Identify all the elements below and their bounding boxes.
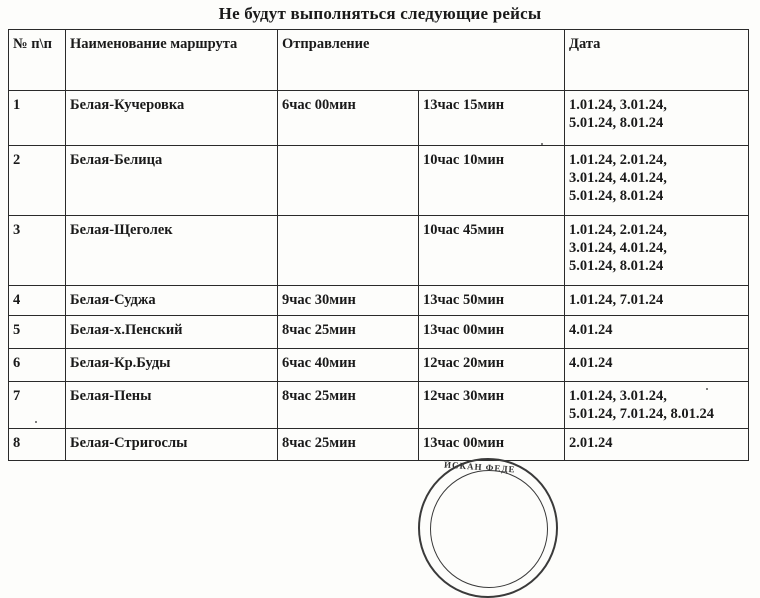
date-line: 5.01.24, 8.01.24 [569,258,664,274]
table-header-row [9,30,749,91]
departure-time-1 [278,146,419,216]
departure-time-1: 8час 25мин [278,382,419,429]
route-name: Белая-Стригослы [66,429,278,461]
date-line: 4.01.24 [569,355,613,371]
official-seal [418,458,558,598]
departure-time-2: 13час 00мин [419,316,565,349]
row-num: 5 [9,316,66,349]
header-route: Наименование маршрута [66,30,278,91]
departure-time-1 [278,216,419,286]
departure-time-2: 12час 30мин [419,382,565,429]
route-name: Белая-Суджа [66,286,278,316]
table-row [9,91,749,146]
dates-cell [565,91,749,146]
date-line: 5.01.24, 8.01.24 [569,115,664,131]
dates-cell [565,146,749,216]
dates-cell [565,382,749,429]
row-num: 6 [9,349,66,382]
seal-text: ЙСКАН ФЕДЕ [443,459,516,475]
row-num: 4 [9,286,66,316]
route-name: Белая-Кучеровка [66,91,278,146]
date-line: 1.01.24, 3.01.24, [569,388,667,404]
departure-time-1: 8час 25мин [278,316,419,349]
table-row [9,429,749,461]
table-row [9,382,749,429]
dates-cell [565,316,749,349]
date-line: 5.01.24, 8.01.24 [569,188,664,204]
departure-time-2: 10час 45мин [419,216,565,286]
row-num: 8 [9,429,66,461]
seal-inner-ring [430,470,548,588]
header-departure: Отправление [278,30,565,91]
row-num: 2 [9,146,66,216]
departure-time-2: 10час 10мин [419,146,565,216]
row-num: 7 [9,382,66,429]
departure-time-2: 13час 50мин [419,286,565,316]
document-title: Не будут выполняться следующие рейсы [218,4,542,23]
departure-time-1: 8час 25мин [278,429,419,461]
row-num: 3 [9,216,66,286]
date-line: 4.01.24 [569,322,613,338]
row-num: 1 [9,91,66,146]
table-row [9,349,749,382]
departure-time-1: 6час 00мин [278,91,419,146]
route-name: Белая-Щеголек [66,216,278,286]
dates-cell [565,216,749,286]
header-num: № п\п [9,30,66,91]
table-row [9,316,749,349]
route-name: Белая-х.Пенский [66,316,278,349]
cancelled-trips-table [8,29,749,461]
departure-time-2: 12час 20мин [419,349,565,382]
header-date: Дата [565,30,749,91]
table-row [9,216,749,286]
scan-speck [541,143,543,145]
date-line: 2.01.24 [569,435,613,451]
date-line: 3.01.24, 4.01.24, [569,170,667,186]
departure-time-2: 13час 00мин [419,429,565,461]
departure-time-1: 9час 30мин [278,286,419,316]
date-line: 1.01.24, 3.01.24, [569,97,667,113]
scan-speck [35,421,37,423]
table-row [9,286,749,316]
route-name: Белая-Белица [66,146,278,216]
date-line: 1.01.24, 2.01.24, [569,152,667,168]
dates-cell [565,286,749,316]
scan-speck [706,388,708,390]
dates-cell [565,429,749,461]
date-line: 5.01.24, 7.01.24, 8.01.24 [569,406,714,422]
departure-time-2: 13час 15мин [419,91,565,146]
date-line: 1.01.24, 2.01.24, [569,222,667,238]
route-name: Белая-Кр.Буды [66,349,278,382]
date-line: 3.01.24, 4.01.24, [569,240,667,256]
dates-cell [565,349,749,382]
departure-time-1: 6час 40мин [278,349,419,382]
route-name: Белая-Пены [66,382,278,429]
date-line: 1.01.24, 7.01.24 [569,292,664,308]
table-row [9,146,749,216]
